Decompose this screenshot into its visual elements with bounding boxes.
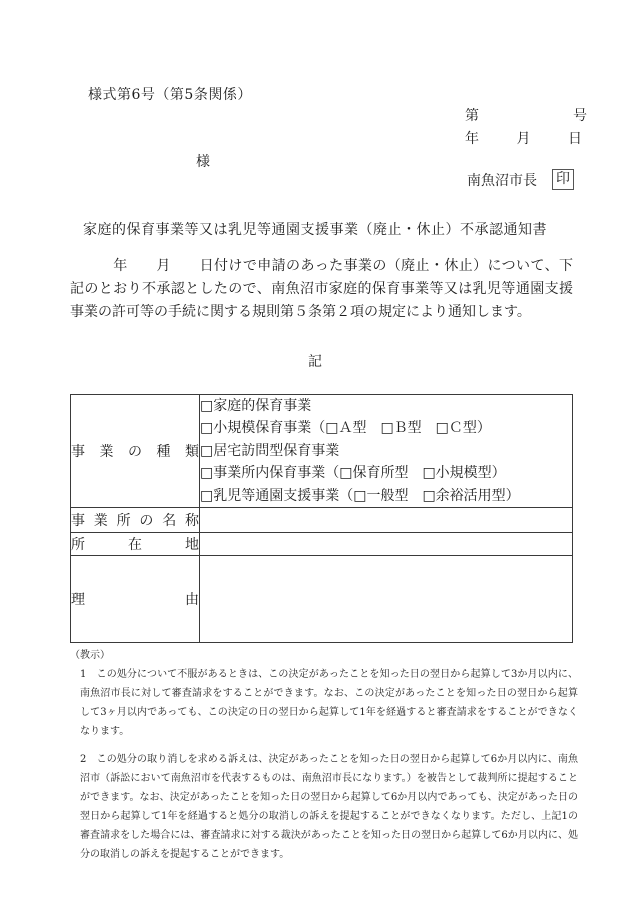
checkbox-option: □家庭的保育事業 <box>200 398 312 414</box>
notice-title: 家庭的保育事業等又は乳児等通園支援事業（廃止・休止）不承認通知書 <box>83 222 547 238</box>
issuer-line <box>467 169 574 190</box>
notes-section <box>70 646 578 864</box>
record-marker: 記 <box>308 354 322 370</box>
reason-value-cell <box>200 556 573 643</box>
notes-heading: （教示） <box>70 650 110 661</box>
business-name-row <box>71 508 573 533</box>
address-label: 所在地 <box>71 537 199 554</box>
reason-row <box>71 556 573 643</box>
reason-label-cell <box>71 556 200 643</box>
business-type-label-cell <box>71 395 200 508</box>
date-day-label: 日 <box>568 131 582 147</box>
business-type-label: 事業の種類 <box>71 444 199 461</box>
doc-number-suffix: 号 <box>573 108 587 124</box>
business-type-row <box>71 395 573 508</box>
business-name-label-cell <box>71 508 200 533</box>
reason-label: 理由 <box>71 592 199 609</box>
doc-number-prefix: 第 <box>465 108 479 124</box>
doc-number-line <box>465 105 587 125</box>
business-name-label: 事業所の名称 <box>71 513 199 530</box>
address-value-cell <box>200 533 573 556</box>
address-label-cell <box>71 533 200 556</box>
business-name-value-cell <box>200 508 573 533</box>
address-row <box>71 533 573 556</box>
date-year-label: 年 <box>465 131 479 147</box>
notice-body: 年 月 日付けで申請のあった事業の（廃止・休止）について、下記のとおり不承認としたので、南魚沼市家庭的保育事業等又は乳児等通園支援事業の許可等の手続に関する規則第５条第２項の規定により通知します。 <box>70 258 573 320</box>
checkbox-option: □事業所内保育事業（□保育所型 □小規模型） <box>200 465 506 482</box>
checkbox-option: □乳児等通園支援事業（□一般型 □余裕活用型） <box>200 487 520 504</box>
business-type-options-cell <box>200 395 573 508</box>
seal-stamp-box: 印 <box>552 169 574 190</box>
form-number: 様式第6号（第5条関係） <box>88 87 252 103</box>
details-table <box>70 394 573 643</box>
date-month-label: 月 <box>516 131 531 147</box>
note-paragraph-2: 2 この処分の取り消しを求める訴えは、決定があったことを知った日の翌日から起算して6か月以内に、南魚沼市（訴訟において南魚沼市を代表するものは、南魚沼市長になります。）を被告として裁判所に提起することができます。なお、決定があったことを知った日の翌日から起算して6か月以内であっても、決定があった日の翌日から起算して1年を経過すると処分の取消しの訴えを提起することができなくなります。ただし、上記1の審査請求をした場合には、審査請求に対する裁決があったことを知った日の翌日から起算して6か月以内に、処分の取消しの訴えを提起することができます。 <box>80 754 578 860</box>
checkbox-option: □小規模保育事業（□Ａ型 □Ｂ型 □Ｃ型） <box>200 420 491 437</box>
date-line <box>465 128 582 148</box>
note-paragraph-1: 1 この処分について不服があるときは、この決定があったことを知った日の翌日から起算して3か月以内に、南魚沼市長に対して審査請求をすることができます。なお、この決定があったことを知った日の翌日から起算して3ヶ月以内であっても、この決定の日の翌日から起算して1年を経過すると審査請求をすることができなくなります。 <box>80 669 578 737</box>
addressee-honorific: 様 <box>196 154 210 170</box>
issuer-name: 南魚沼市長 <box>467 172 537 189</box>
checkbox-option: □居宅訪問型保育事業 <box>200 442 340 459</box>
